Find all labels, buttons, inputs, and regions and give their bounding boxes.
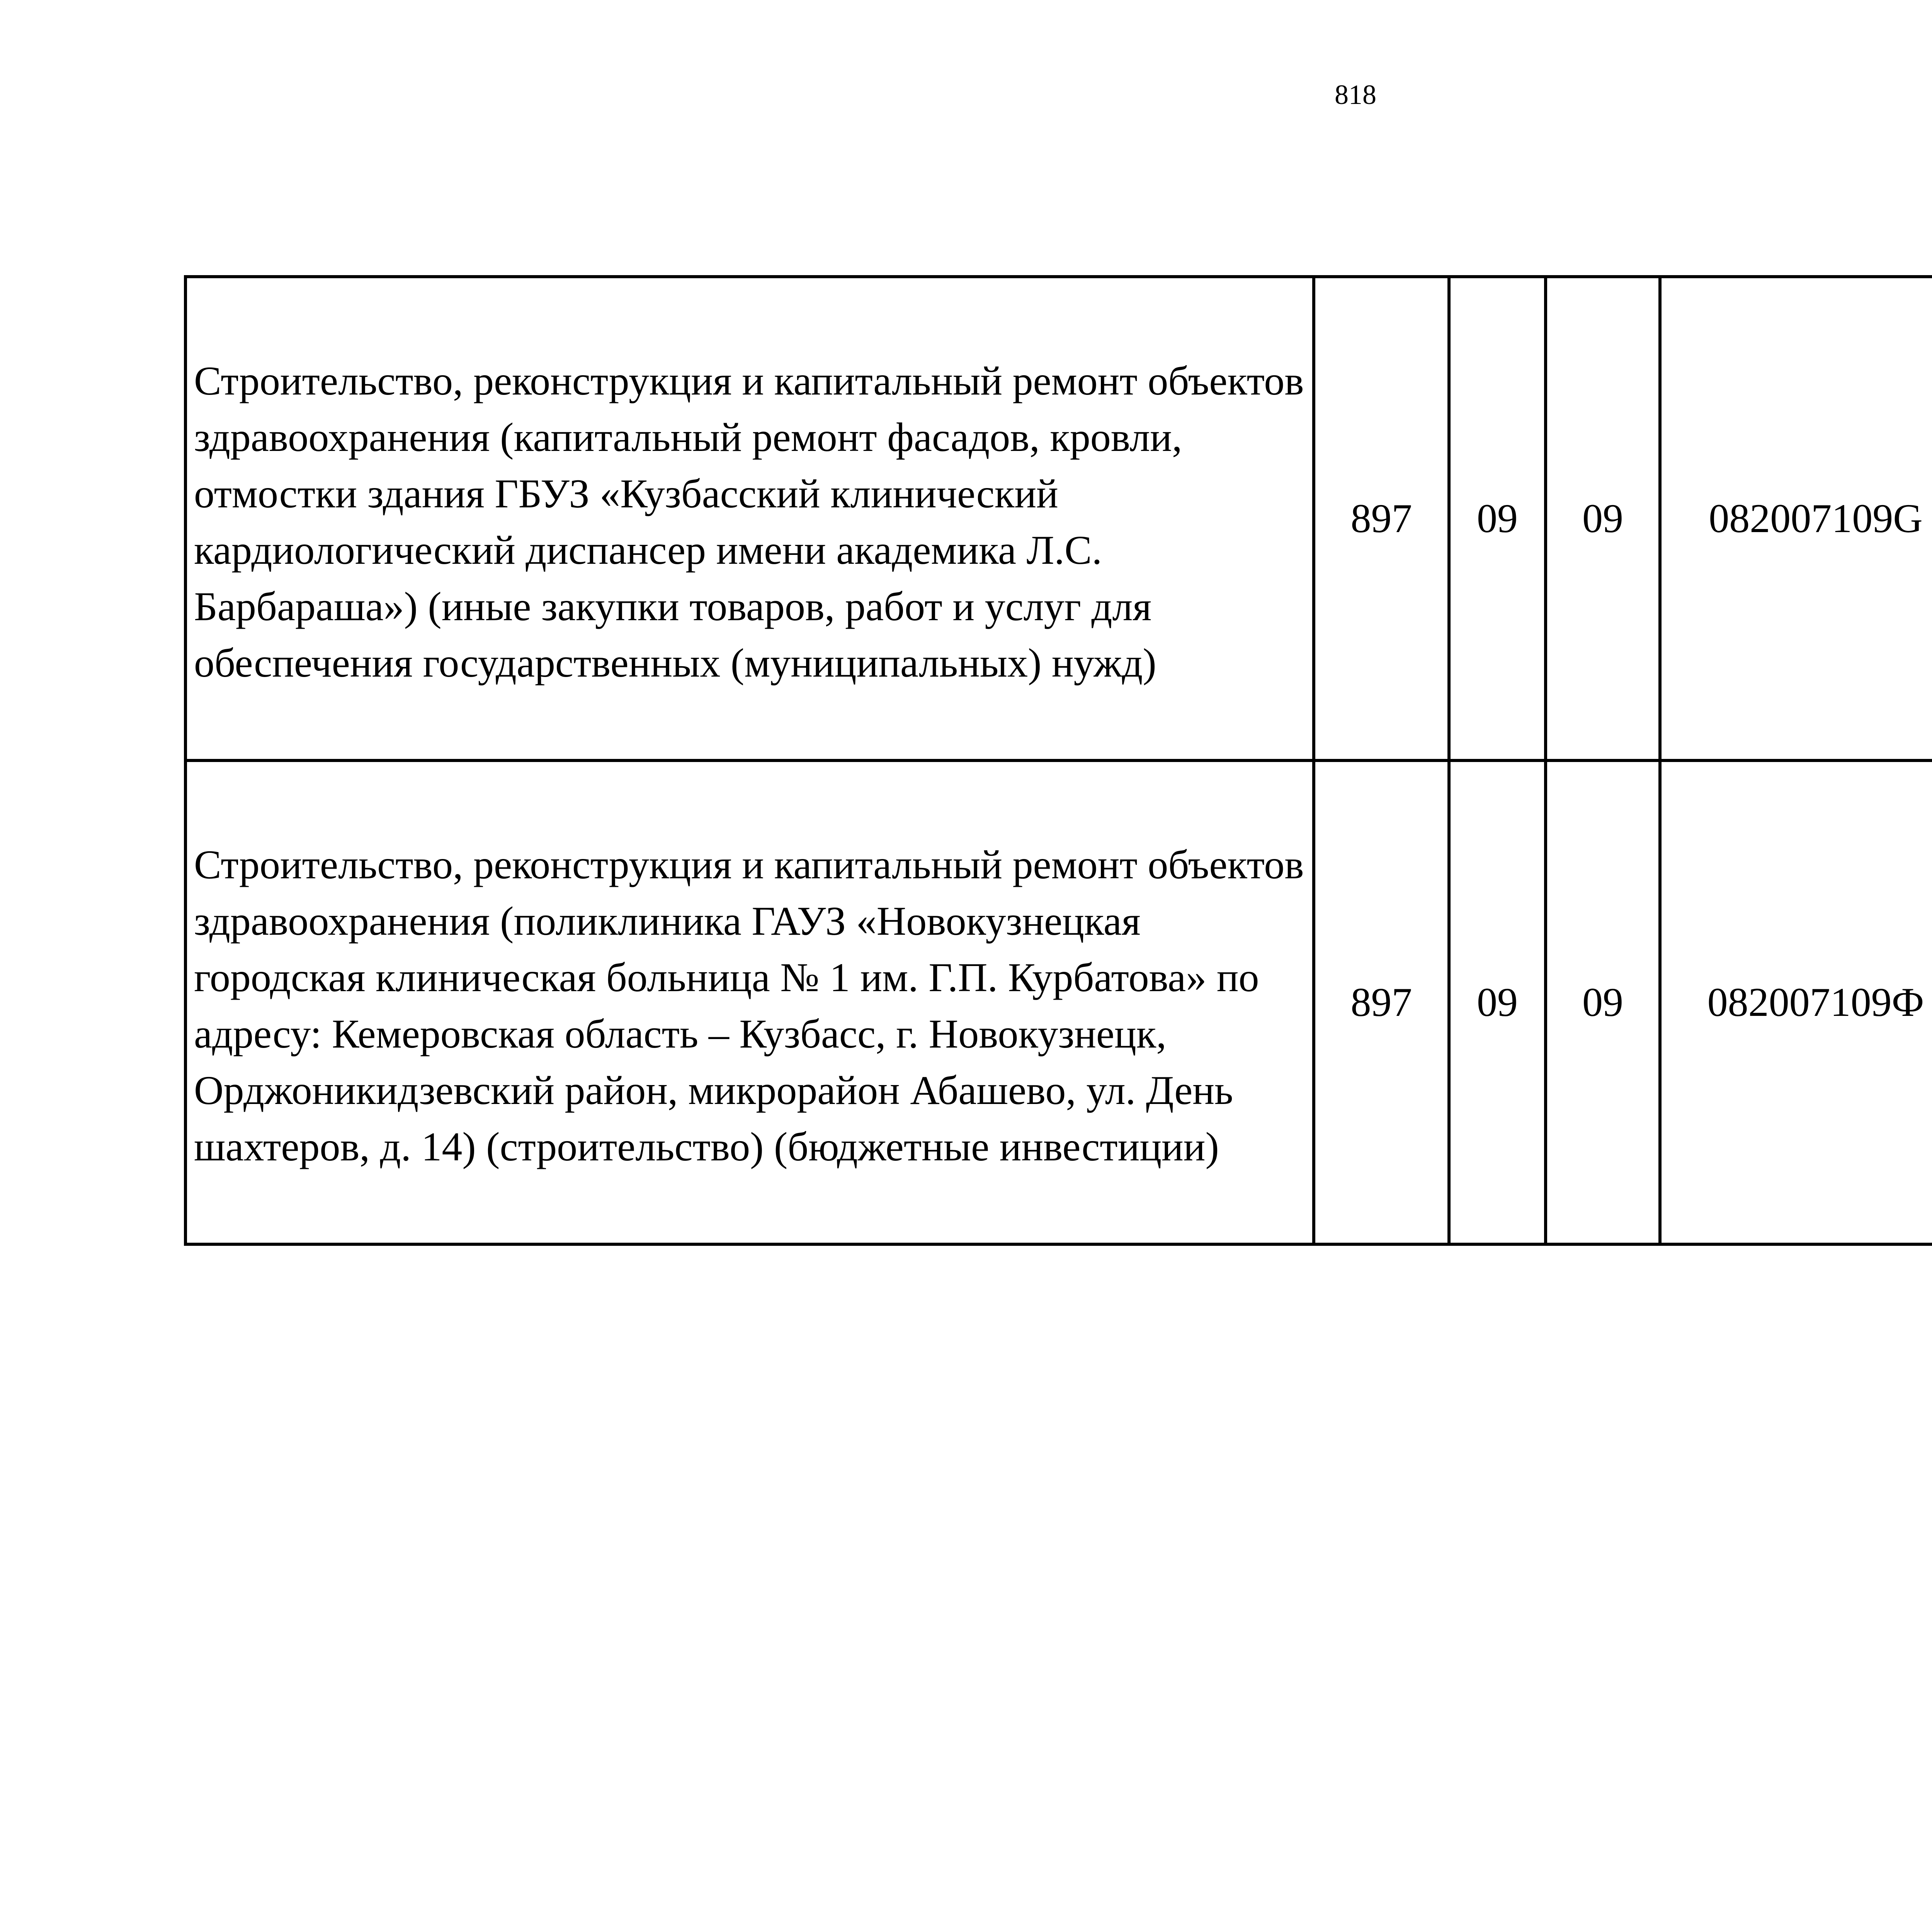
page-number: 818 [1335, 79, 1376, 110]
expense-name-cell: Строительство, реконструкция и капитальный ремонт объектов здравоохранения (поликлиника ГАУЗ «Новокузнецкая городская клиническая больница № 1 им. Г.П. Курбатова» по адресу: Кемеровская область – Кузбасс, г. Новокузнецк, Орджоникидзевский район, микрорайон Абашево, ул. День шахтеров, д. 14) (строительство) (бюджетные инвестиции) [185, 760, 1314, 1244]
table-row [185, 760, 1932, 1244]
subsection-code-cell: 09 [1546, 760, 1660, 1244]
ministry-code-cell: 897 [1314, 760, 1449, 1244]
section-code-cell: 09 [1449, 277, 1546, 760]
target-article-cell: 082007109G [1660, 277, 1932, 760]
section-code-cell: 09 [1449, 760, 1546, 1244]
subsection-code-cell: 09 [1546, 277, 1660, 760]
target-article-cell: 082007109Ф [1660, 760, 1932, 1244]
expense-name-cell: Строительство, реконструкция и капитальный ремонт объектов здравоохранения (капитальный ремонт фасадов, кровли, отмостки здания ГБУЗ «Кузбасский клинический кардиологический диспансер имени академика Л.С. Барбараша») (иные закупки товаров, работ и услуг для обеспечения государственных (муниципальных) нужд) [185, 277, 1314, 760]
budget-table [184, 275, 1932, 1246]
table-row [185, 277, 1932, 760]
ministry-code-cell: 897 [1314, 277, 1449, 760]
